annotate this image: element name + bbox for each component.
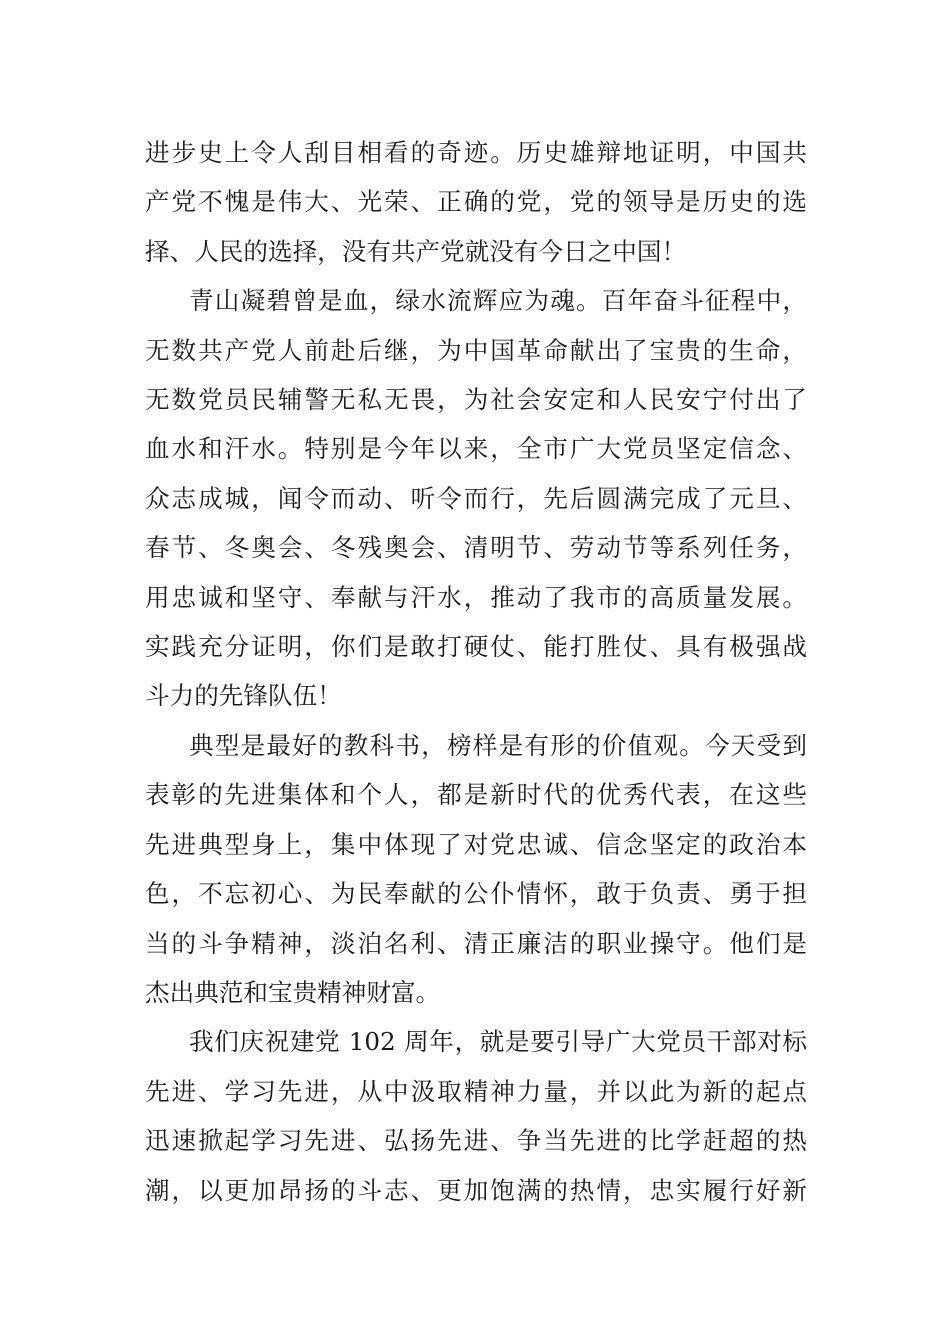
paragraph-line: 产党不愧是伟大、光荣、正确的党，党的领导是历史的选 bbox=[145, 187, 807, 217]
document-body bbox=[145, 128, 807, 1215]
paragraph-2 bbox=[145, 276, 807, 721]
paragraph-line: 血水和汗水。特别是今年以来，全市广大党员坚定信念、 bbox=[145, 434, 807, 464]
paragraph-3 bbox=[145, 721, 807, 1017]
paragraph-line: 青山凝碧曾是血，绿水流辉应为魂。百年奋斗征程中， bbox=[189, 286, 807, 316]
paragraph-line: 典型是最好的教科书，榜样是有形的价值观。今天受到 bbox=[189, 730, 807, 760]
paragraph-line: 春节、冬奥会、冬残奥会、清明节、劳动节等系列任务， bbox=[145, 533, 807, 563]
paragraph-line: 表彰的先进集体和个人，都是新时代的优秀代表，在这些 bbox=[145, 780, 807, 810]
paragraph-line: 用忠诚和坚守、奉献与汗水，推动了我市的高质量发展。 bbox=[145, 582, 807, 612]
paragraph-line: 先进、学习先进，从中汲取精神力量，并以此为新的起点 bbox=[145, 1076, 807, 1106]
paragraph-line: 进步史上令人刮目相看的奇迹。历史雄辩地证明，中国共 bbox=[145, 138, 807, 167]
paragraph-line: 潮，以更加昂扬的斗志、更加饱满的热情，忠实履行好新 bbox=[145, 1175, 807, 1205]
paragraph-line: 我们庆祝建党 102 周年，就是要引导广大党员干部对标 bbox=[189, 1027, 807, 1057]
paragraph-line: 色，不忘初心、为民奉献的公仆情怀，敢于负责、勇于担 bbox=[145, 879, 807, 909]
paragraph-line: 择、人民的选择，没有共产党就没有今日之中国！ bbox=[145, 236, 687, 266]
paragraph-line: 先进典型身上，集中体现了对党忠诚、信念坚定的政治本 bbox=[145, 829, 807, 859]
paragraph-line: 众志成城，闻令而动、听令而行，先后圆满完成了元旦、 bbox=[145, 483, 807, 513]
paragraph-line: 无数共产党人前赴后继，为中国革命献出了宝贵的生命， bbox=[145, 335, 807, 365]
paragraph-line: 无数党员民辅警无私无畏，为社会安定和人民安宁付出了 bbox=[145, 385, 807, 415]
paragraph-line: 杰出典范和宝贵精神财富。 bbox=[145, 977, 441, 1007]
paragraph-line: 斗力的先锋队伍！ bbox=[145, 681, 342, 711]
paragraph-4 bbox=[145, 1017, 807, 1215]
paragraph-line: 迅速掀起学习先进、弘扬先进、争当先进的比学赶超的热 bbox=[145, 1126, 807, 1156]
paragraph-1 bbox=[145, 128, 807, 276]
paragraph-line: 当的斗争精神，淡泊名利、清正廉洁的职业操守。他们是 bbox=[145, 928, 807, 958]
paragraph-line: 实践充分证明，你们是敢打硬仗、能打胜仗、具有极强战 bbox=[145, 632, 807, 662]
